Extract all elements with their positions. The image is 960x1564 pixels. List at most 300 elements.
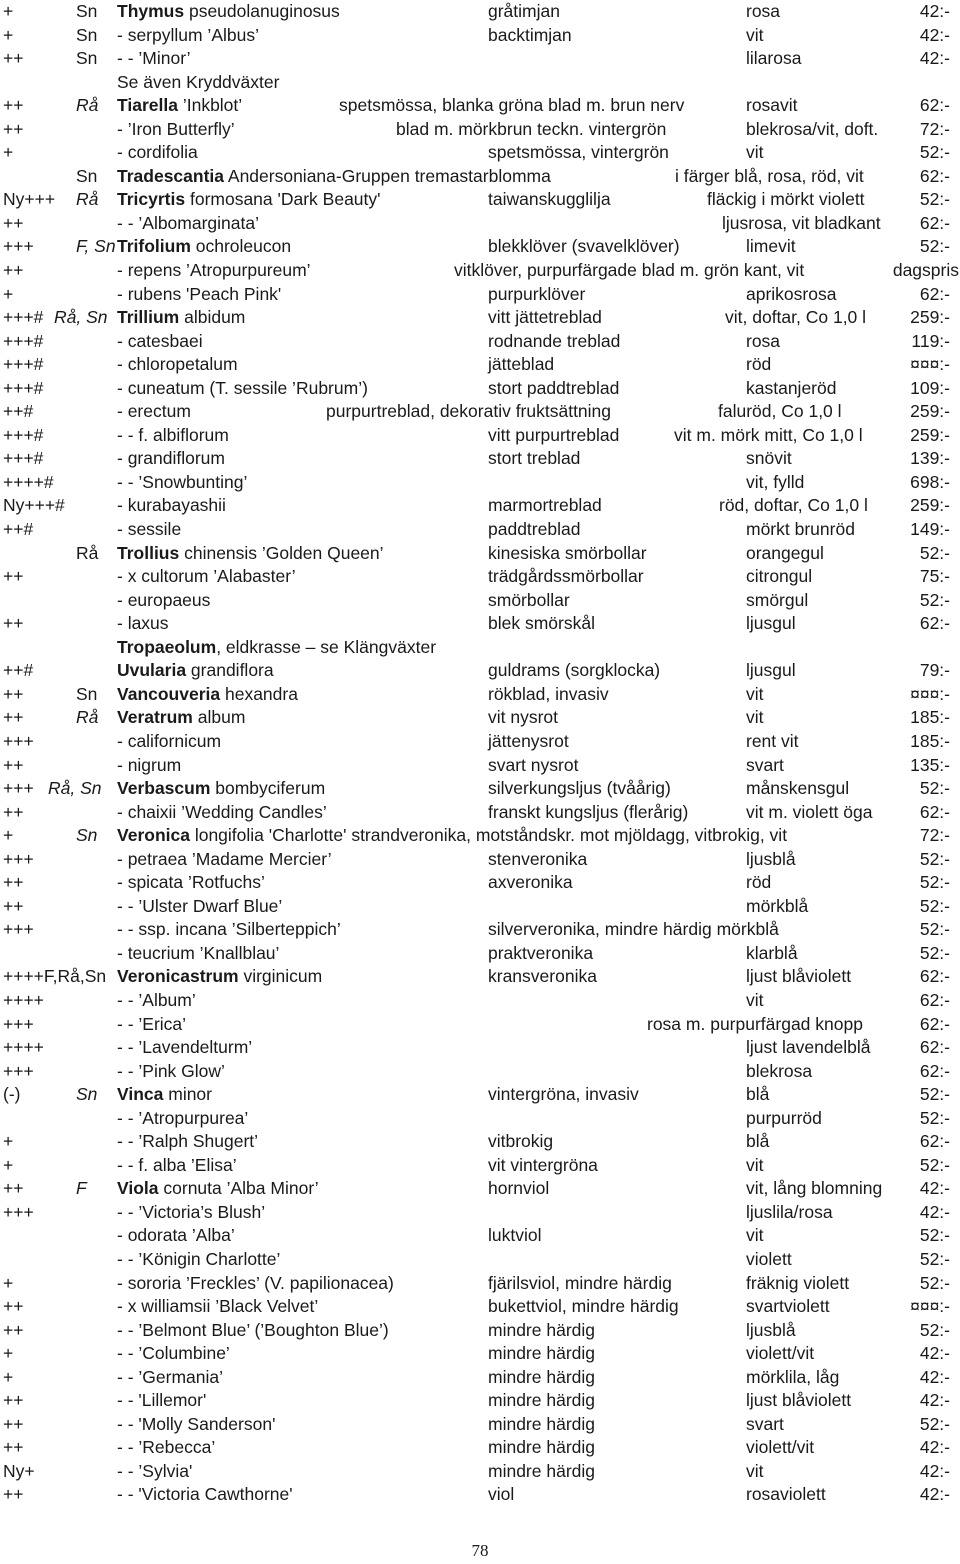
entry-price: 42:- [919,1484,950,1505]
entry-price: 42:- [919,1343,950,1364]
entry-plant-name [117,471,247,495]
entry-plant-name [117,400,191,424]
entry-color: orangegul [746,542,824,563]
list-item [0,306,960,330]
entry-genus: Veronica [117,825,190,846]
entry-code: Ny+ [3,1460,35,1481]
entry-price: 42:- [919,24,950,45]
list-item [0,259,960,283]
entry-plant-name [117,1483,293,1507]
list-item [0,636,960,660]
entry-plant-name [117,1060,225,1084]
entry-plant-name [117,989,196,1013]
entry-color: vit [746,1154,764,1175]
entry-price: 62:- [919,1060,950,1081]
entry-plant-name [117,1083,212,1107]
entry-species: - - ’Albomarginata’ [117,212,259,233]
entry-desc: praktveronika [488,942,594,963]
entry-plant-name [117,636,436,660]
entry-code: + [3,1343,14,1364]
entry-color: snövit [746,448,792,469]
list-item [0,1436,960,1460]
entry-price: 62:- [919,212,950,233]
entry-plant-name [117,612,169,636]
entry-color: blå [746,1131,770,1152]
entry-desc: purpurtreblad, dekorativ fruktsättning [326,401,612,422]
entry-species: - europaeus [117,589,211,610]
entry-desc: smörbollar [488,589,570,610]
entry-code: ++ [3,48,24,69]
entry-loc: Rå, Sn [48,778,102,799]
entry-color: faluröd, Co 1,0 l [718,401,842,422]
entry-desc: vit nysrot [488,707,559,728]
entry-desc: paddtreblad [488,519,581,540]
entry-plant-name [117,1295,318,1319]
entry-code: + [3,1154,14,1175]
entry-species: - - ’Atropurpurea’ [117,1107,249,1128]
entry-species: Se även Kryddväxter [117,71,280,92]
entry-price: 52:- [919,236,950,257]
entry-price: 52:- [919,1107,950,1128]
entry-code: ++++# [3,471,54,492]
entry-color: svart [746,754,784,775]
entry-code: +++ [3,778,34,799]
entry-plant-name [117,895,282,919]
entry-code: +++# [3,377,44,398]
entry-color: ljusrosa, vit bladkant [722,212,881,233]
entry-species: - kurabayashii [117,495,226,516]
entry-price: 119:- [911,330,950,351]
entry-species: - - ’Snowbunting’ [117,471,248,492]
entry-desc: svart nysrot [488,754,579,775]
entry-loc: Sn [76,24,98,45]
entry-desc: guldrams (sorgklocka) [488,660,661,681]
entry-desc: mindre härdig [488,1343,595,1364]
entry-price: 52:- [919,848,950,869]
entry-desc: trädgårdssmörbollar [488,566,644,587]
list-item [0,1389,960,1413]
list-item [0,1083,960,1107]
entry-loc: Rå [76,542,99,563]
entry-plant-name [117,1413,275,1437]
entry-species: - cordifolia [117,142,198,163]
entry-code: ++ [3,1437,24,1458]
entry-price: 42:- [919,1460,950,1481]
entry-desc: viol [488,1484,515,1505]
list-item [0,1366,960,1390]
entry-species: - - ’Pink Glow’ [117,1060,225,1081]
entry-species: - x williamsii ’Black Velvet’ [117,1296,319,1317]
entry-color: vit, doftar, Co 1,0 l [725,307,867,328]
entry-species: - - ’Germania’ [117,1366,223,1387]
entry-plant-name [117,494,226,518]
entry-genus: Trollius [117,542,180,563]
entry-color: röd, doftar, Co 1,0 l [719,495,868,516]
entry-desc: stort treblad [488,448,581,469]
entry-price: 109:- [910,377,950,398]
entry-price: 52:- [919,1248,950,1269]
entry-price: 42:- [919,1390,950,1411]
list-item [0,777,960,801]
entry-price: 52:- [919,589,950,610]
list-item [0,188,960,212]
entry-price: 135:- [910,754,950,775]
entry-code: + [3,1366,14,1387]
entry-code: +++# [3,448,44,469]
entry-color: violett/vit [746,1437,815,1458]
entry-species: album [192,707,246,728]
entry-color: lilarosa [746,48,802,69]
entry-color: vit, fylld [746,471,805,492]
entry-price: 52:- [919,895,950,916]
entry-price: 42:- [919,1437,950,1458]
entry-plant-name [117,848,332,872]
entry-color: fräknig violett [746,1272,850,1293]
entry-price: 52:- [919,919,950,940]
entry-price: 52:- [919,189,950,210]
entry-plant-name [117,24,259,48]
entry-species: minor [163,1084,212,1105]
entry-species: - odorata ’Alba’ [117,1225,235,1246]
entry-desc: silververonika, mindre härdig mörkblå [488,919,779,940]
entry-plant-name [117,1389,206,1413]
entry-color: kastanjeröd [746,377,837,398]
entry-species: - grandiflorum [117,448,225,469]
entry-species: - sororia ’Freckles’ (V. papilionacea) [117,1272,394,1293]
entry-desc: mindre härdig [488,1319,595,1340]
entry-species: - - f. albiflorum [117,424,229,445]
entry-species: ’Inkblot’ [177,95,243,116]
entry-color: blå [746,1084,770,1105]
entry-plant-name [117,1319,389,1343]
entry-price: dagspris [892,260,959,281]
entry-species: - - ’Erica’ [117,1013,187,1034]
entry-genus: Vancouveria [117,683,221,704]
entry-plant-name [117,1013,186,1037]
list-item [0,1107,960,1131]
entry-color: mörkt brunröd [746,519,855,540]
list-item [0,989,960,1013]
list-item [0,212,960,236]
list-item [0,871,960,895]
entry-color: mörkblå [746,895,809,916]
entry-price: 72:- [919,825,950,846]
entry-code: ++ [3,1484,24,1505]
entry-desc: bukettviol, mindre härdig [488,1296,679,1317]
entry-color: vit m. mörk mitt, Co 1,0 l [674,424,863,445]
entry-color: vit [746,24,764,45]
entry-code: + [3,1272,14,1293]
entry-species: - serpyllum ’Albus’ [117,24,259,45]
entry-desc: franskt kungsljus (flerårig) [488,801,689,822]
entry-genus: Veratrum [117,707,193,728]
entry-code: +++ [3,236,34,257]
list-item [0,1201,960,1225]
list-item [0,706,960,730]
entry-species: virginicum [238,966,323,987]
entry-price: 185:- [910,730,950,751]
entry-species: - chaixii ’Wedding Candles’ [117,801,327,822]
entry-code: +++# [3,354,44,375]
entry-plant-name [117,1107,248,1131]
list-item [0,1177,960,1201]
entry-plant-name [117,754,181,778]
entry-code: ++ [3,895,24,916]
entry-species: - - ’Sylvia' [117,1460,193,1481]
entry-desc: rodnande treblad [488,330,621,351]
entry-desc: blek smörskål [488,613,595,634]
entry-code: ++ [3,118,24,139]
entry-color: purpurröd [746,1107,822,1128]
list-item [0,1319,960,1343]
entry-color: vit [746,142,764,163]
page-number: 78 [471,1541,489,1560]
entry-loc: Sn [76,683,98,704]
entry-species: - - f. alba ’Elisa’ [117,1154,237,1175]
entry-color: röd [746,354,772,375]
entry-color: rosa [746,1,781,21]
entry-plant-name [117,377,368,401]
entry-color: violett/vit [746,1343,815,1364]
entry-code: (-) [3,1084,21,1105]
entry-code: ++ [3,801,24,822]
list-item [0,895,960,919]
entry-price: 52:- [919,1084,950,1105]
list-item [0,848,960,872]
entry-color: vit [746,683,764,704]
entry-desc: purpurklöver [488,283,586,304]
entry-plant-name [117,683,298,707]
entry-genus: Tropaeolum [117,636,217,657]
entry-code: +++ [3,1060,34,1081]
entry-species: Andersoniana-Gruppen tremastarblomma [224,165,551,186]
list-item [0,235,960,259]
entry-plant-name [117,141,198,165]
entry-species: bombyciferum [210,778,326,799]
entry-price: 62:- [919,1131,950,1152]
entry-plant-name [117,1130,258,1154]
entry-genus: Tricyrtis [117,189,186,210]
entry-plant-name [117,942,279,966]
entry-color: ljusgul [746,660,796,681]
list-item [0,1130,960,1154]
entry-desc: silverkungsljus (tvåårig) [488,778,671,799]
entry-code: ++ [3,1390,24,1411]
entry-color: rosa [746,330,781,351]
entry-color: månskensgul [746,778,850,799]
entry-species: - - ’Album’ [117,989,196,1010]
entry-code: + [3,142,14,163]
entry-desc: mindre härdig [488,1413,595,1434]
entry-color: rent vit [746,730,799,751]
list-item [0,659,960,683]
list-item [0,801,960,825]
entry-plant-name [117,330,203,354]
entry-price: 42:- [919,1366,950,1387]
entry-code: + [3,24,14,45]
entry-price: 52:- [919,142,950,163]
entry-species: - - ’Lavendelturm’ [117,1037,253,1058]
entry-plant-name [117,706,245,730]
entry-species: - - ssp. incana ’Silberteppich’ [117,919,341,940]
entry-code: Ny+++# [3,495,65,516]
entry-color: ljust blåviolett [746,1390,852,1411]
entry-species: longifolia 'Charlotte' strandveronika, motståndskr. mot mjöldagg, vitbrokig, vit [189,825,788,846]
list-item [0,754,960,778]
entry-desc: mindre härdig [488,1437,595,1458]
entry-code: + [3,1,14,21]
entry-code: ++# [3,401,34,422]
list-item [0,942,960,966]
entry-species: hexandra [220,683,298,704]
entry-price: 259:- [910,307,950,328]
entry-plant-name [117,1436,215,1460]
entry-code: +++ [3,1013,34,1034]
list-item [0,565,960,589]
entry-price: 62:- [919,801,950,822]
entry-plant-name [117,1036,252,1060]
entry-loc: Sn [76,825,98,846]
entry-color: rosavit [746,95,798,116]
entry-desc: stort paddtreblad [488,377,620,398]
entry-species: - teucrium ’Knallblau’ [117,942,280,963]
entry-desc: fjärilsviol, mindre härdig [488,1272,672,1293]
list-item [0,965,960,989]
entry-desc: kransveronika [488,966,597,987]
entry-code: ++ [3,212,24,233]
entry-color: ljusblå [746,848,796,869]
entry-plant-name [117,47,191,71]
entry-code: ++ [3,1178,24,1199]
entry-price: 62:- [919,613,950,634]
entry-desc: vintergröna, invasiv [488,1084,639,1105]
entry-price: 52:- [919,1319,950,1340]
entry-desc: jätteblad [488,354,555,375]
list-item [0,1413,960,1437]
entry-code: ++ [3,683,24,704]
entry-code: +++# [3,424,44,445]
list-item [0,683,960,707]
entry-code: + [3,825,14,846]
entry-plant-name [117,71,279,95]
entry-desc: spetsmössa, blanka gröna blad m. brun nerv [339,95,685,116]
entry-species: - - ’Victoria’s Blush’ [117,1201,266,1222]
entry-species: - - 'Lillemor' [117,1390,207,1411]
entry-species: - spicata ’Rotfuchs’ [117,872,265,893]
entry-desc: jättenysrot [488,730,569,751]
entry-color: svartviolett [746,1296,830,1317]
entry-genus: Vinca [117,1084,164,1105]
entry-species: formosana 'Dark Beauty' [185,189,381,210]
entry-code: + [3,283,14,304]
entry-color: rosa m. purpurfärgad knopp [647,1013,863,1034]
entry-code: ++ [3,754,24,775]
entry-desc: blekklöver (svavelklöver) [488,236,680,257]
entry-code: ++ [3,1319,24,1340]
entry-desc: luktviol [488,1225,542,1246]
list-item [0,518,960,542]
entry-species: - rubens 'Peach Pink' [117,283,282,304]
entry-species: - sessile [117,519,182,540]
entry-price: 698:- [910,471,950,492]
entry-genus: Tradescantia [117,165,224,186]
entry-plant-name [117,1224,235,1248]
entry-plant-name [117,259,311,283]
entry-price: 42:- [919,1,950,21]
list-item [0,1483,960,1507]
entry-plant-name [117,518,181,542]
entry-desc: vitbrokig [488,1131,554,1152]
entry-species: - - 'Victoria Cawthorne' [117,1484,293,1505]
entry-price: 52:- [919,1225,950,1246]
entry-color: ljusgul [746,613,796,634]
entry-species: - - ’Columbine’ [117,1343,230,1364]
entry-color: violett [746,1248,792,1269]
entry-price: 42:- [919,1201,950,1222]
entry-price: 62:- [919,989,950,1010]
list-item [0,589,960,613]
entry-color: ljust lavendelblå [746,1037,871,1058]
entry-plant-name [117,235,291,259]
entry-plant-name [117,353,238,377]
entry-code: +++ [3,848,34,869]
entry-desc: blad m. mörkbrun teckn. vintergrön [396,118,667,139]
entry-plant-name [117,1177,319,1201]
entry-plant-name [117,918,341,942]
entry-code: +++ [3,919,34,940]
entry-loc: F [76,1178,87,1199]
entry-color: vit [746,1460,764,1481]
entry-species: - - ’Minor’ [117,48,191,69]
entry-plant-name [117,424,229,448]
entry-color: röd [746,872,772,893]
entry-plant-name [117,94,242,118]
list-item [0,377,960,401]
list-item [0,47,960,71]
list-item [0,1342,960,1366]
entry-plant-name [117,659,274,683]
entry-price: 62:- [919,1037,950,1058]
entry-color: fläckig i mörkt violett [707,189,865,210]
entry-species: - nigrum [117,754,182,775]
entry-species: - - ’Ulster Dwarf Blue’ [117,895,283,916]
entry-desc: taiwanskugglilja [488,189,611,210]
list-item [0,1036,960,1060]
entry-price: 72:- [919,118,950,139]
entry-plant-name [117,212,259,236]
entry-desc: kinesiska smörbollar [488,542,647,563]
entry-species: - erectum [117,401,191,422]
list-item [0,165,960,189]
entry-price: 52:- [919,1413,950,1434]
entry-price: 52:- [919,542,950,563]
entry-code: +++ [3,730,34,751]
list-item [0,494,960,518]
entry-desc: vitt jättetreblad [488,307,602,328]
list-item [0,1295,960,1319]
entry-code: +++ [3,1201,34,1222]
entry-price: ¤¤¤:- [910,683,950,704]
entry-plant-name [117,1460,192,1484]
list-item [0,612,960,636]
entry-code: Ny+++ [3,189,56,210]
entry-loc: F, Sn [76,236,116,257]
entry-code: ++ [3,95,24,116]
entry-code: ++ [3,1296,24,1317]
entry-species: - catesbaei [117,330,203,351]
entry-code: ++++ [3,989,44,1010]
list-item [0,447,960,471]
